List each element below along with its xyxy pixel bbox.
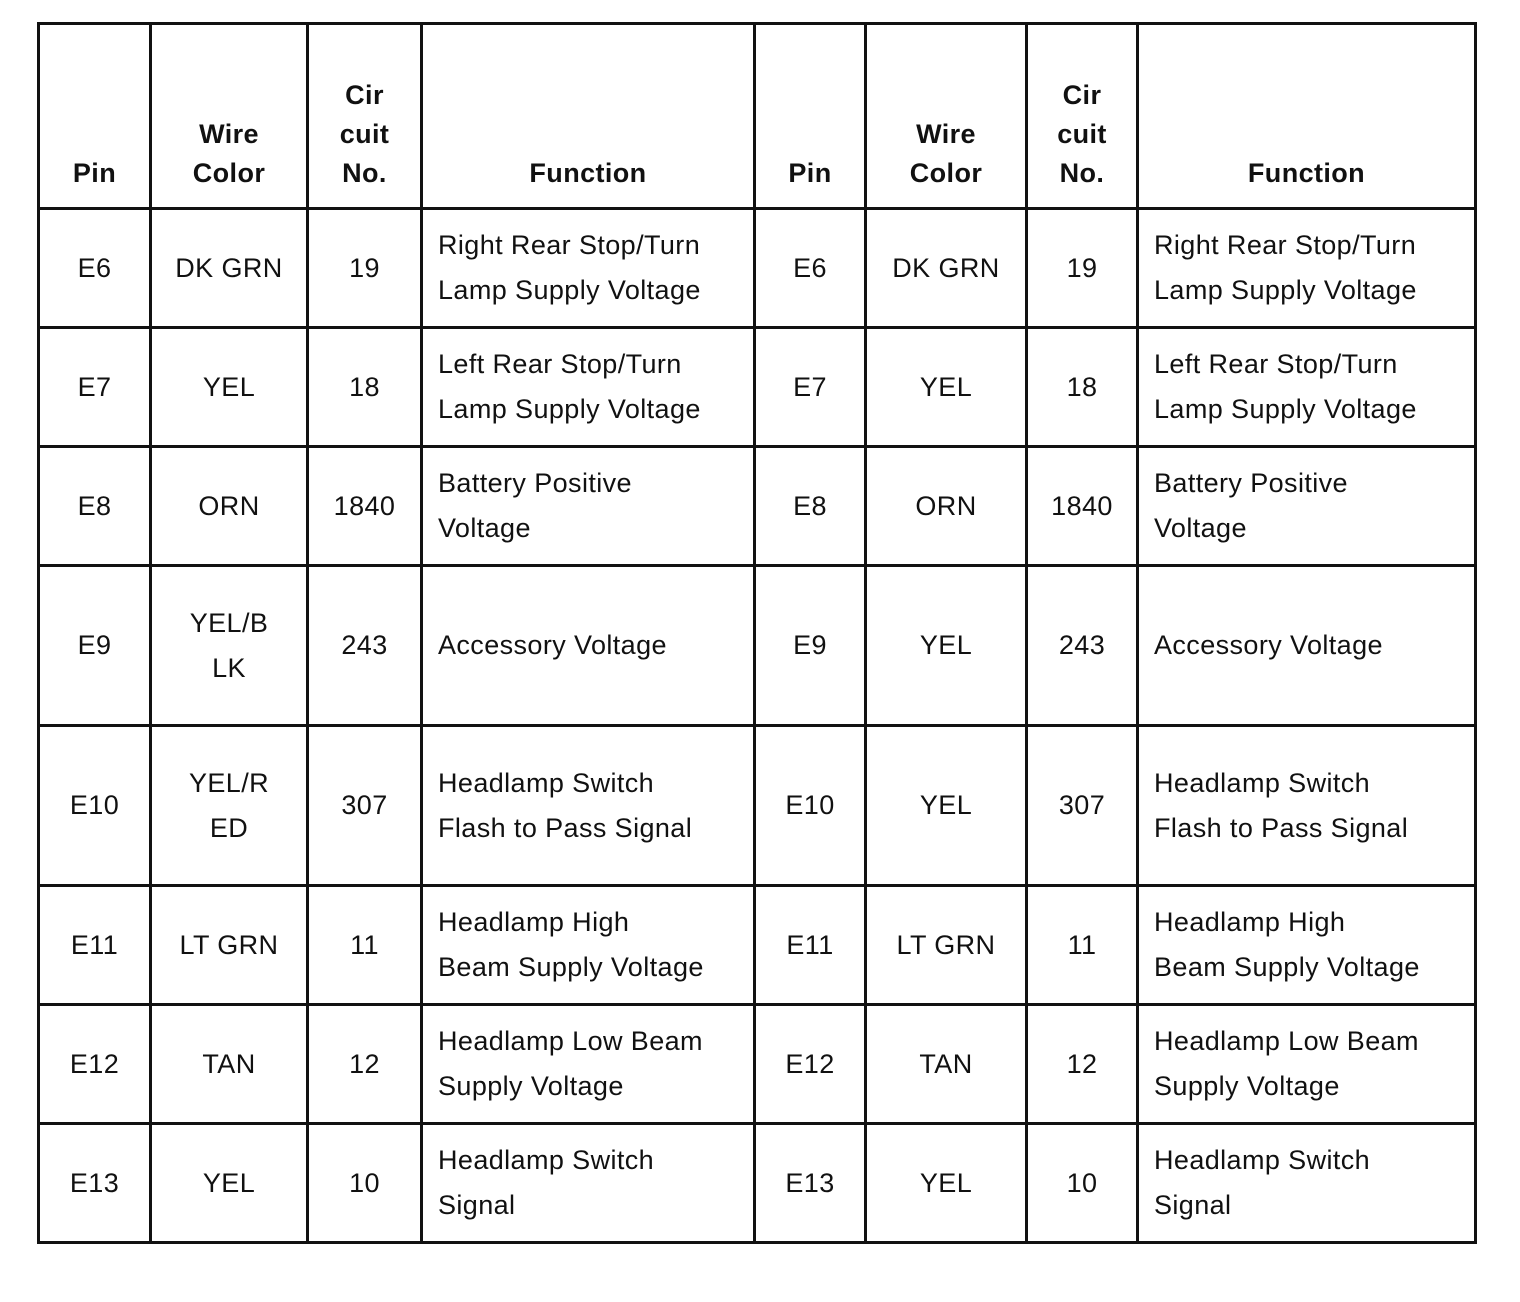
pin-cell: E9 [39,566,151,726]
table-row [39,566,1476,726]
pin-cell: E10 [39,726,151,886]
table-row [39,447,1476,566]
header-function-right: Function [1138,24,1476,209]
function-cell: Battery Positive Voltage [422,447,755,566]
circuit-no-cell: 18 [308,328,422,447]
circuit-no-cell: 10 [308,1124,422,1243]
function-cell: Headlamp High Beam Supply Voltage [422,886,755,1005]
wire-color-cell: YEL [866,1124,1027,1243]
circuit-no-cell: 12 [308,1005,422,1124]
table-row [39,1124,1476,1243]
wire-color-cell: ORN [151,447,308,566]
circuit-no-cell: 19 [1027,209,1138,328]
function-cell: Headlamp High Beam Supply Voltage [1138,886,1476,1005]
header-function-left: Function [422,24,755,209]
function-cell: Right Rear Stop/Turn Lamp Supply Voltage [422,209,755,328]
function-cell: Headlamp Switch Signal [422,1124,755,1243]
circuit-no-cell: 243 [1027,566,1138,726]
table-row [39,209,1476,328]
pin-cell: E11 [755,886,866,1005]
function-cell: Left Rear Stop/Turn Lamp Supply Voltage [422,328,755,447]
function-cell: Accessory Voltage [1138,566,1476,726]
circuit-no-cell: 11 [308,886,422,1005]
pin-cell: E13 [39,1124,151,1243]
wire-color-cell: YEL [866,726,1027,886]
circuit-no-cell: 1840 [1027,447,1138,566]
pin-cell: E12 [39,1005,151,1124]
header-pin-left: Pin [39,24,151,209]
header-wire-color-left: Wire Color [151,24,308,209]
wire-color-cell: YEL [866,328,1027,447]
function-cell: Headlamp Switch Flash to Pass Signal [1138,726,1476,886]
header-wire-color-right: Wire Color [866,24,1027,209]
header-row [39,24,1476,209]
header-circuit-no-right: Cir cuit No. [1027,24,1138,209]
wire-color-cell: TAN [866,1005,1027,1124]
wire-color-cell: YEL/R ED [151,726,308,886]
function-cell: Battery Positive Voltage [1138,447,1476,566]
circuit-no-cell: 19 [308,209,422,328]
pin-cell: E13 [755,1124,866,1243]
pin-cell: E6 [39,209,151,328]
pin-cell: E12 [755,1005,866,1124]
wire-color-cell: DK GRN [866,209,1027,328]
circuit-no-cell: 12 [1027,1005,1138,1124]
table-row [39,1005,1476,1124]
function-cell: Right Rear Stop/Turn Lamp Supply Voltage [1138,209,1476,328]
table-row [39,886,1476,1005]
header-circuit-no-left: Cir cuit No. [308,24,422,209]
wire-color-cell: DK GRN [151,209,308,328]
pin-cell: E11 [39,886,151,1005]
header-pin-right: Pin [755,24,866,209]
function-cell: Headlamp Low Beam Supply Voltage [422,1005,755,1124]
wire-color-cell: YEL/B LK [151,566,308,726]
circuit-no-cell: 243 [308,566,422,726]
pin-cell: E7 [755,328,866,447]
wire-color-cell: ORN [866,447,1027,566]
wire-color-cell: YEL [866,566,1027,726]
function-cell: Accessory Voltage [422,566,755,726]
function-cell: Headlamp Switch Signal [1138,1124,1476,1243]
pin-cell: E9 [755,566,866,726]
table-row [39,726,1476,886]
wire-color-cell: TAN [151,1005,308,1124]
circuit-no-cell: 10 [1027,1124,1138,1243]
wire-color-cell: LT GRN [151,886,308,1005]
function-cell: Headlamp Low Beam Supply Voltage [1138,1005,1476,1124]
pin-cell: E8 [39,447,151,566]
wire-color-cell: LT GRN [866,886,1027,1005]
wire-color-cell: YEL [151,328,308,447]
pin-cell: E10 [755,726,866,886]
pin-cell: E7 [39,328,151,447]
circuit-no-cell: 18 [1027,328,1138,447]
circuit-no-cell: 11 [1027,886,1138,1005]
circuit-no-cell: 307 [308,726,422,886]
pin-cell: E8 [755,447,866,566]
wire-color-cell: YEL [151,1124,308,1243]
pin-cell: E6 [755,209,866,328]
function-cell: Left Rear Stop/Turn Lamp Supply Voltage [1138,328,1476,447]
circuit-no-cell: 1840 [308,447,422,566]
circuit-no-cell: 307 [1027,726,1138,886]
pin-table [37,22,1477,1244]
table-row [39,328,1476,447]
function-cell: Headlamp Switch Flash to Pass Signal [422,726,755,886]
